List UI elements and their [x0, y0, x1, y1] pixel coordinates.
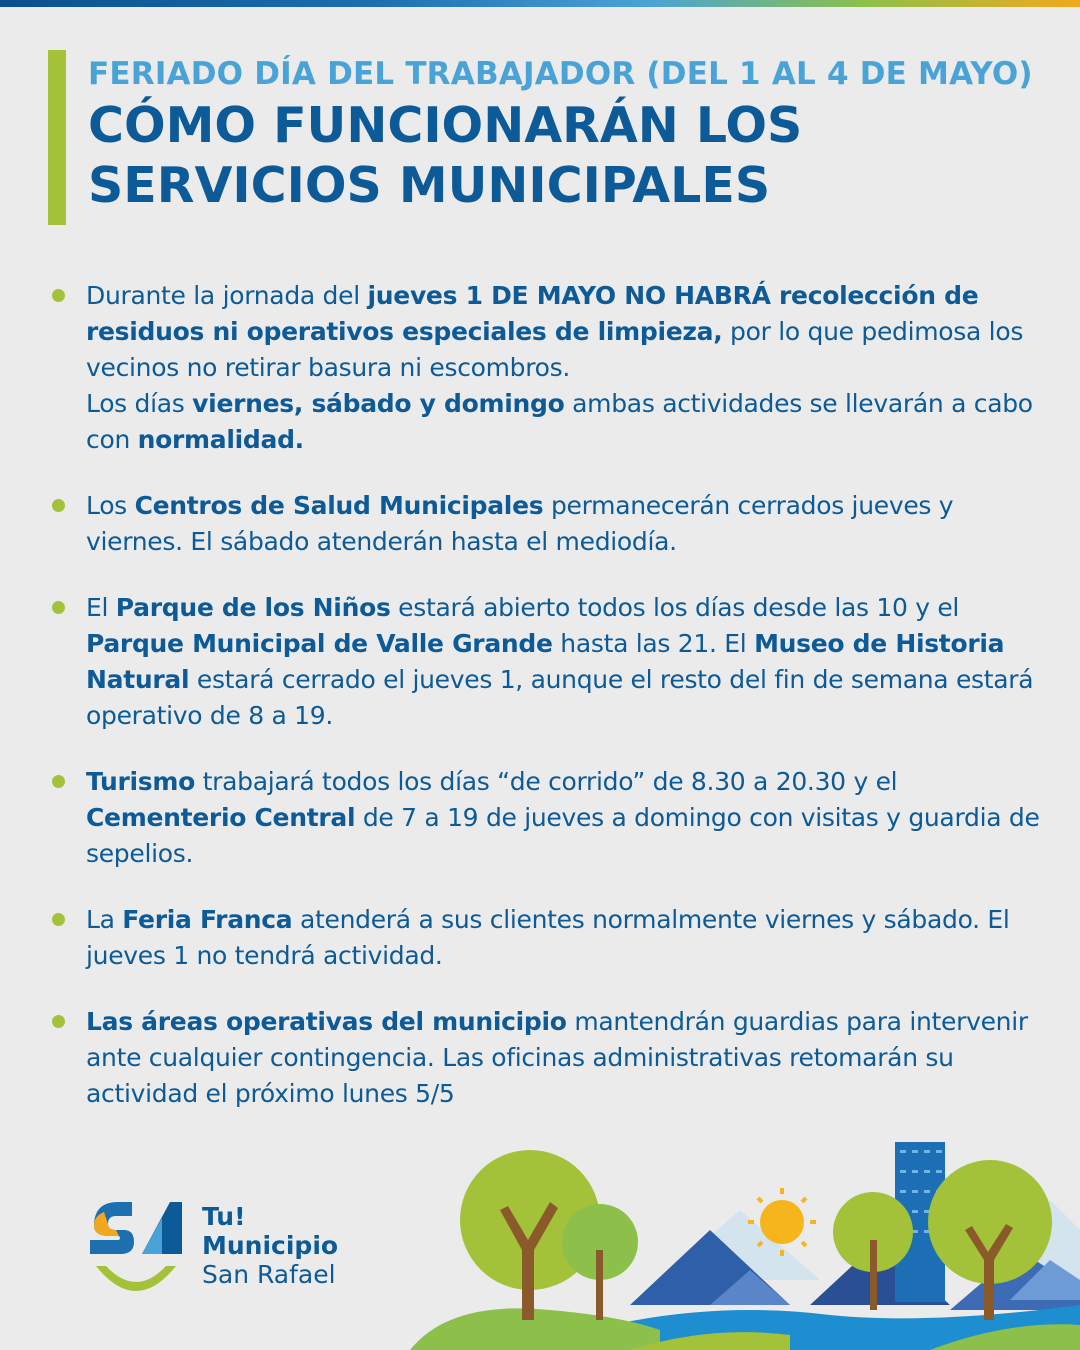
- text: y el: [845, 767, 898, 796]
- page-title: [88, 96, 1048, 216]
- bullet-paragraph: [86, 1004, 1052, 1112]
- logo-line-3: San Rafael: [202, 1260, 336, 1289]
- text: trabajará todos los días “de corrido” de 8.30 a 20.30: [195, 767, 846, 796]
- text: La: [86, 905, 123, 934]
- text: Los días: [86, 389, 193, 418]
- title-line-1: CÓMO FUNCIONARÁN LOS: [88, 97, 803, 154]
- list-item-market: [52, 902, 1052, 974]
- text: El: [86, 593, 116, 622]
- text: Durante la jornada del: [86, 281, 368, 310]
- text: atenderá a sus clientes normalmente viernes y sábado. El jueves 1 no tendrá actividad.: [86, 905, 1010, 970]
- list-item-operative-areas: [52, 1004, 1052, 1112]
- list-item-tourism-cemetery: [52, 764, 1052, 872]
- bullet-dot-icon: [52, 775, 65, 788]
- text: Los: [86, 491, 135, 520]
- text-bold: Las áreas operativas del municipio: [86, 1007, 567, 1036]
- municipality-logo: [86, 1198, 386, 1308]
- bullet-dot-icon: [52, 601, 65, 614]
- landscape-illustration-icon: [410, 1130, 1080, 1350]
- text-bold: Parque Municipal de Valle Grande: [86, 629, 553, 658]
- text: hasta las 21. El: [552, 629, 755, 658]
- bullet-dot-icon: [52, 1015, 65, 1028]
- text-bold: viernes, sábado y domingo: [192, 389, 565, 418]
- text-bold: Museo de Historia Natural: [86, 629, 1005, 694]
- bullet-dot-icon: [52, 499, 65, 512]
- services-list: [52, 278, 1052, 1112]
- text: de 7 a 19 de jueves a domingo con visitas y guardia de sepelios.: [86, 803, 1040, 868]
- text: por lo que pedimosa los vecinos no retirar basura ni escombros.: [86, 317, 1024, 382]
- text-bold: Feria Franca: [122, 905, 293, 934]
- bullet-paragraph: [86, 902, 1052, 974]
- text-bold: Centros de Salud Municipales: [134, 491, 544, 520]
- text: permanecerán cerrados jueves y viernes. El sábado atenderán hasta el mediodía.: [86, 491, 954, 556]
- text: ambas actividades se llevarán a cabo con: [86, 389, 1033, 454]
- text: estará cerrado el jueves 1, aunque el resto del fin de semana estará operativo de 8 a 19.: [86, 665, 1034, 730]
- list-item-health-centers: [52, 488, 1052, 560]
- title-line-2: SERVICIOS MUNICIPALES: [88, 157, 771, 214]
- list-item-parks-museum: [52, 590, 1052, 734]
- text-bold: jueves 1 DE MAYO NO HABRÁ recolección de residuos ni operativos especiales de limpieza,: [86, 281, 979, 346]
- page-subtitle: FERIADO DÍA DEL TRABAJADOR (DEL 1 AL 4 DE MAYO): [88, 56, 1033, 92]
- logo-line-2: Municipio: [202, 1231, 339, 1260]
- logo-mark-icon: [86, 1198, 186, 1308]
- text: mantendrán guardias para intervenir ante cualquier contingencia. Las oficinas administrativas retomarán su actividad el próximo lunes 5/5: [86, 1007, 1028, 1108]
- text-bold: normalidad.: [137, 425, 304, 454]
- bullet-paragraph: [86, 278, 1052, 386]
- top-gradient-bar: [0, 0, 1080, 7]
- text-bold: Turismo: [86, 767, 196, 796]
- header: [48, 50, 1048, 225]
- bullet-paragraph: [86, 386, 1052, 458]
- bullet-paragraph: [86, 764, 1052, 872]
- bullet-dot-icon: [52, 913, 65, 926]
- logo-text: [202, 1202, 338, 1289]
- logo-line-1: Tu!: [202, 1202, 246, 1231]
- list-item-waste-collection: [52, 278, 1052, 458]
- text-bold: Cementerio Central: [86, 803, 356, 832]
- text-bold: Parque de los Niños: [115, 593, 391, 622]
- bullet-paragraph: [86, 590, 1052, 734]
- bullet-dot-icon: [52, 289, 65, 302]
- text: estará abierto todos los días desde las 10 y el: [390, 593, 960, 622]
- bullet-paragraph: [86, 488, 1052, 560]
